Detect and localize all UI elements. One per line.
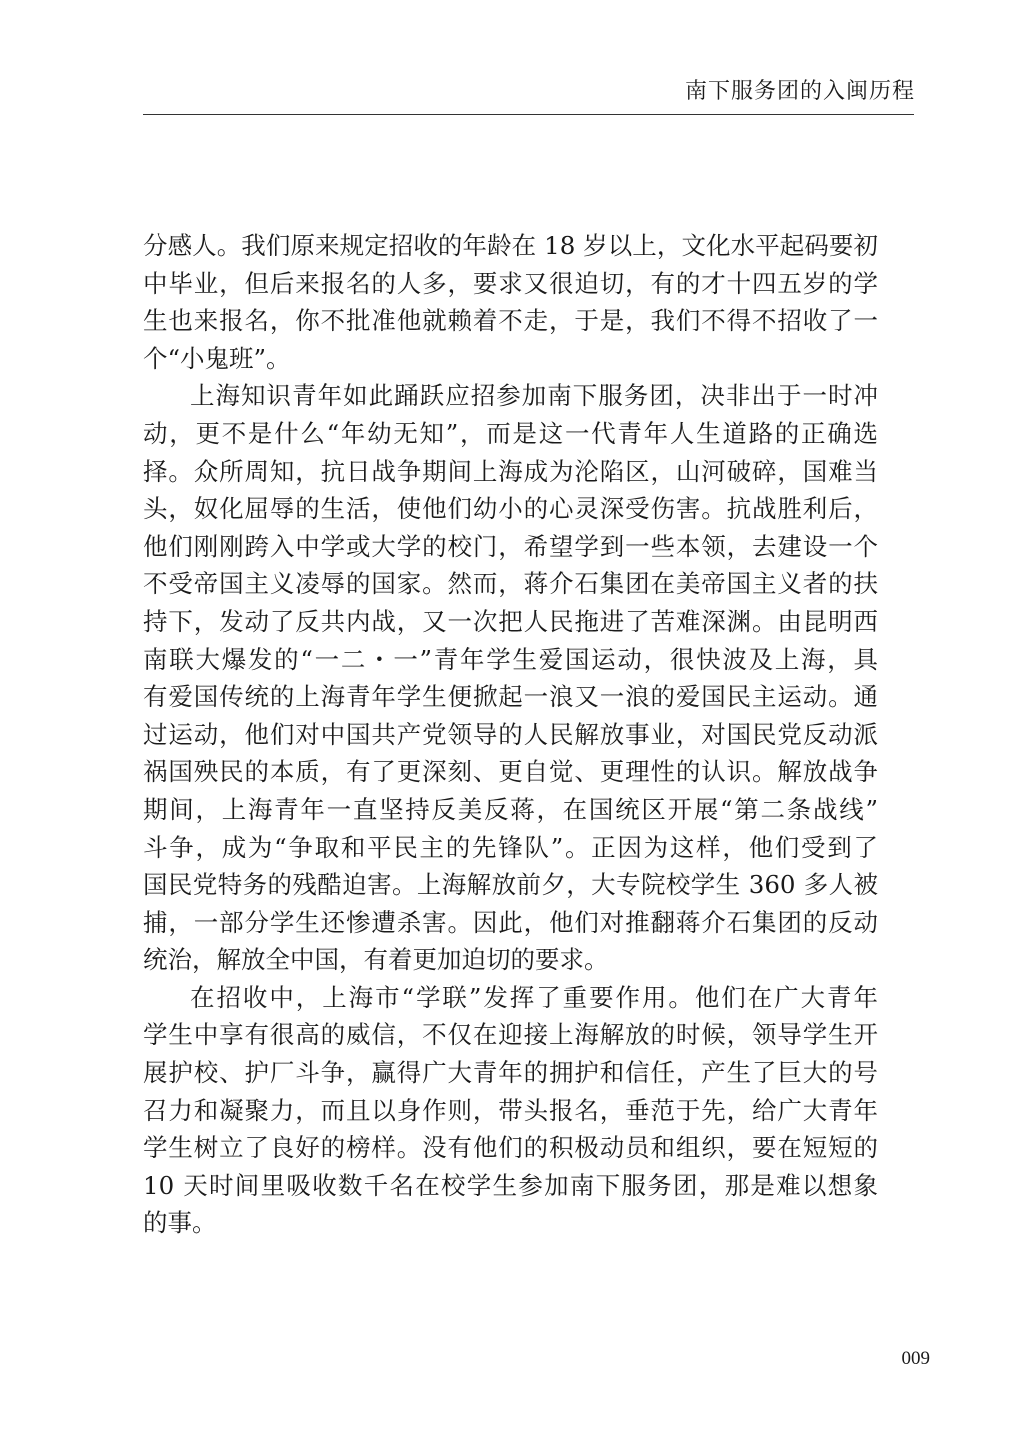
text-line: 持下，发动了反共内战，又一次把人民拖进了苦难深渊。由昆明西 — [143, 606, 878, 636]
text-line: 期间，上海青年一直坚持反美反蒋，在国统区开展“第二条战线” — [143, 794, 878, 824]
text-line: 他们刚刚跨入中学或大学的校门，希望学到一些本领，去建设一个 — [143, 531, 878, 561]
text-line: 在招收中，上海市“学联”发挥了重要作用。他们在广大青年 — [190, 982, 878, 1012]
text-line: 个“小鬼班”。 — [143, 343, 291, 373]
text-line: 召力和凝聚力，而且以身作则，带头报名，垂范于先，给广大青年 — [143, 1095, 878, 1125]
text-line: 展护校、护厂斗争，赢得广大青年的拥护和信任，产生了巨大的号 — [143, 1058, 878, 1088]
text-line: 学生中享有很高的威信，不仅在迎接上海解放的时候，领导学生开 — [143, 1020, 878, 1050]
text-line: 10 天时间里吸收数千名在校学生参加南下服务团，那是难以想象 — [143, 1170, 878, 1200]
page-number: 009 — [901, 1348, 930, 1369]
text-line: 学生树立了良好的榜样。没有他们的积极动员和组织，要在短短的 — [143, 1133, 878, 1163]
text-line: 生也来报名，你不批准他就赖着不走，于是，我们不得不招收了一 — [143, 306, 878, 336]
header-divider — [143, 114, 914, 115]
text-line: 择。众所周知，抗日战争期间上海成为沦陷区，山河破碎，国难当 — [143, 456, 878, 486]
text-line: 斗争，成为“争取和平民主的先锋队”。正因为这样，他们受到了 — [143, 832, 878, 862]
text-line: 统治，解放全中国，有着更加迫切的要求。 — [143, 945, 609, 975]
text-line: 过运动，他们对中国共产党领导的人民解放事业，对国民党反动派 — [143, 719, 878, 749]
text-line: 动，更不是什么“年幼无知”，而是这一代青年人生道路的正确选 — [143, 418, 878, 448]
text-line: 头，奴化屈辱的生活，使他们幼小的心灵深受伤害。抗战胜利后， — [143, 494, 878, 524]
text-line: 有爱国传统的上海青年学生便掀起一浪又一浪的爱国民主运动。通 — [143, 682, 878, 712]
text-line: 中毕业，但后来报名的人多，要求又很迫切，有的才十四五岁的学 — [143, 268, 878, 298]
running-header-title: 南下服务团的入闽历程 — [684, 79, 915, 104]
text-line: 分感人。我们原来规定招收的年龄在 18 岁以上，文化水平起码要初 — [143, 231, 878, 260]
body-text — [143, 227, 878, 1242]
text-line: 不受帝国主义凌辱的国家。然而，蒋介石集团在美帝国主义者的扶 — [143, 569, 878, 599]
text-line: 南联大爆发的“一二・一”青年学生爱国运动，很快波及上海，具 — [143, 644, 878, 674]
text-line: 捕，一部分学生还惨遭杀害。因此，他们对推翻蒋介石集团的反动 — [143, 907, 878, 937]
text-line: 的事。 — [143, 1208, 217, 1238]
text-line: 祸国殃民的本质，有了更深刻、更自觉、更理性的认识。解放战争 — [143, 757, 878, 787]
text-line: 上海知识青年如此踊跃应招参加南下服务团，决非出于一时冲 — [190, 381, 878, 411]
text-line: 国民党特务的残酷迫害。上海解放前夕，大专院校学生 360 多人被 — [143, 870, 878, 900]
